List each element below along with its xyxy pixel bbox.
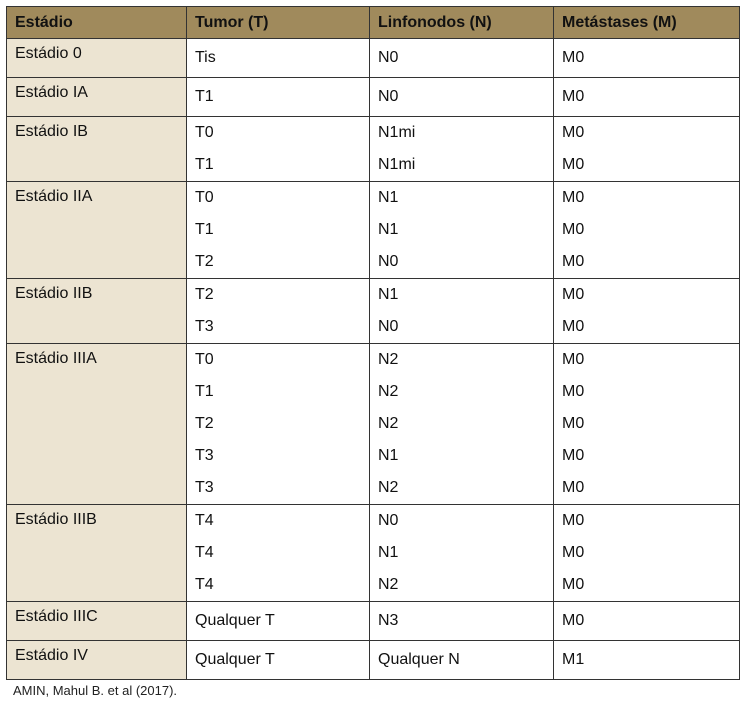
tumor-cell: T1 (187, 214, 370, 246)
metastases-cell: M0 (554, 344, 740, 377)
stage-cell: Estádio IIA (7, 182, 187, 279)
metastases-cell: M1 (554, 641, 740, 680)
nodes-cell: N0 (370, 246, 554, 279)
tumor-cell: Qualquer T (187, 602, 370, 641)
nodes-cell: N1 (370, 537, 554, 569)
table-row (7, 39, 740, 78)
nodes-cell: N0 (370, 78, 554, 117)
stage-cell: Estádio IV (7, 641, 187, 680)
nodes-cell: N1mi (370, 149, 554, 182)
nodes-cell: N0 (370, 505, 554, 538)
metastases-cell: M0 (554, 376, 740, 408)
tumor-cell: T0 (187, 344, 370, 377)
stage-cell: Estádio IIIB (7, 505, 187, 602)
nodes-cell: N0 (370, 311, 554, 344)
tumor-cell: T1 (187, 78, 370, 117)
header-metastases: Metástases (M) (554, 7, 740, 39)
header-nodes: Linfonodos (N) (370, 7, 554, 39)
tumor-cell: T1 (187, 149, 370, 182)
tumor-cell: T3 (187, 440, 370, 472)
tumor-cell: Qualquer T (187, 641, 370, 680)
tumor-cell: T2 (187, 246, 370, 279)
table-body (7, 39, 740, 680)
metastases-cell: M0 (554, 182, 740, 215)
stage-cell: Estádio 0 (7, 39, 187, 78)
tumor-cell: T4 (187, 569, 370, 602)
metastases-cell: M0 (554, 39, 740, 78)
stage-cell: Estádio IIIA (7, 344, 187, 505)
table-row (7, 641, 740, 680)
metastases-cell: M0 (554, 602, 740, 641)
metastases-cell: M0 (554, 246, 740, 279)
nodes-cell: N2 (370, 408, 554, 440)
table-row (7, 279, 740, 312)
metastases-cell: M0 (554, 472, 740, 505)
nodes-cell: N1 (370, 214, 554, 246)
tumor-cell: T4 (187, 537, 370, 569)
nodes-cell: N0 (370, 39, 554, 78)
tumor-cell: Tis (187, 39, 370, 78)
nodes-cell: N1 (370, 279, 554, 312)
staging-table (6, 6, 740, 680)
tumor-cell: T2 (187, 408, 370, 440)
metastases-cell: M0 (554, 537, 740, 569)
stage-cell: Estádio IIIC (7, 602, 187, 641)
metastases-cell: M0 (554, 440, 740, 472)
metastases-cell: M0 (554, 279, 740, 312)
nodes-cell: N2 (370, 472, 554, 505)
table-row (7, 344, 740, 377)
table-row (7, 602, 740, 641)
nodes-cell: N1mi (370, 117, 554, 150)
tumor-cell: T0 (187, 182, 370, 215)
metastases-cell: M0 (554, 311, 740, 344)
nodes-cell: Qualquer N (370, 641, 554, 680)
metastases-cell: M0 (554, 149, 740, 182)
metastases-cell: M0 (554, 117, 740, 150)
source-citation: AMIN, Mahul B. et al (2017). (13, 683, 178, 698)
table-row (7, 78, 740, 117)
nodes-cell: N3 (370, 602, 554, 641)
tumor-cell: T2 (187, 279, 370, 312)
nodes-cell: N2 (370, 376, 554, 408)
table-row (7, 505, 740, 538)
metastases-cell: M0 (554, 505, 740, 538)
nodes-cell: N1 (370, 440, 554, 472)
header-tumor: Tumor (T) (187, 7, 370, 39)
tumor-cell: T1 (187, 376, 370, 408)
header-row (7, 7, 740, 39)
metastases-cell: M0 (554, 569, 740, 602)
nodes-cell: N2 (370, 569, 554, 602)
stage-cell: Estádio IIB (7, 279, 187, 344)
table-row (7, 182, 740, 215)
tumor-cell: T0 (187, 117, 370, 150)
stage-cell: Estádio IB (7, 117, 187, 182)
nodes-cell: N1 (370, 182, 554, 215)
nodes-cell: N2 (370, 344, 554, 377)
metastases-cell: M0 (554, 408, 740, 440)
metastases-cell: M0 (554, 214, 740, 246)
stage-cell: Estádio IA (7, 78, 187, 117)
metastases-cell: M0 (554, 78, 740, 117)
header-stage: Estádio (7, 7, 187, 39)
tumor-cell: T3 (187, 311, 370, 344)
tumor-cell: T3 (187, 472, 370, 505)
tumor-cell: T4 (187, 505, 370, 538)
table-row (7, 117, 740, 150)
